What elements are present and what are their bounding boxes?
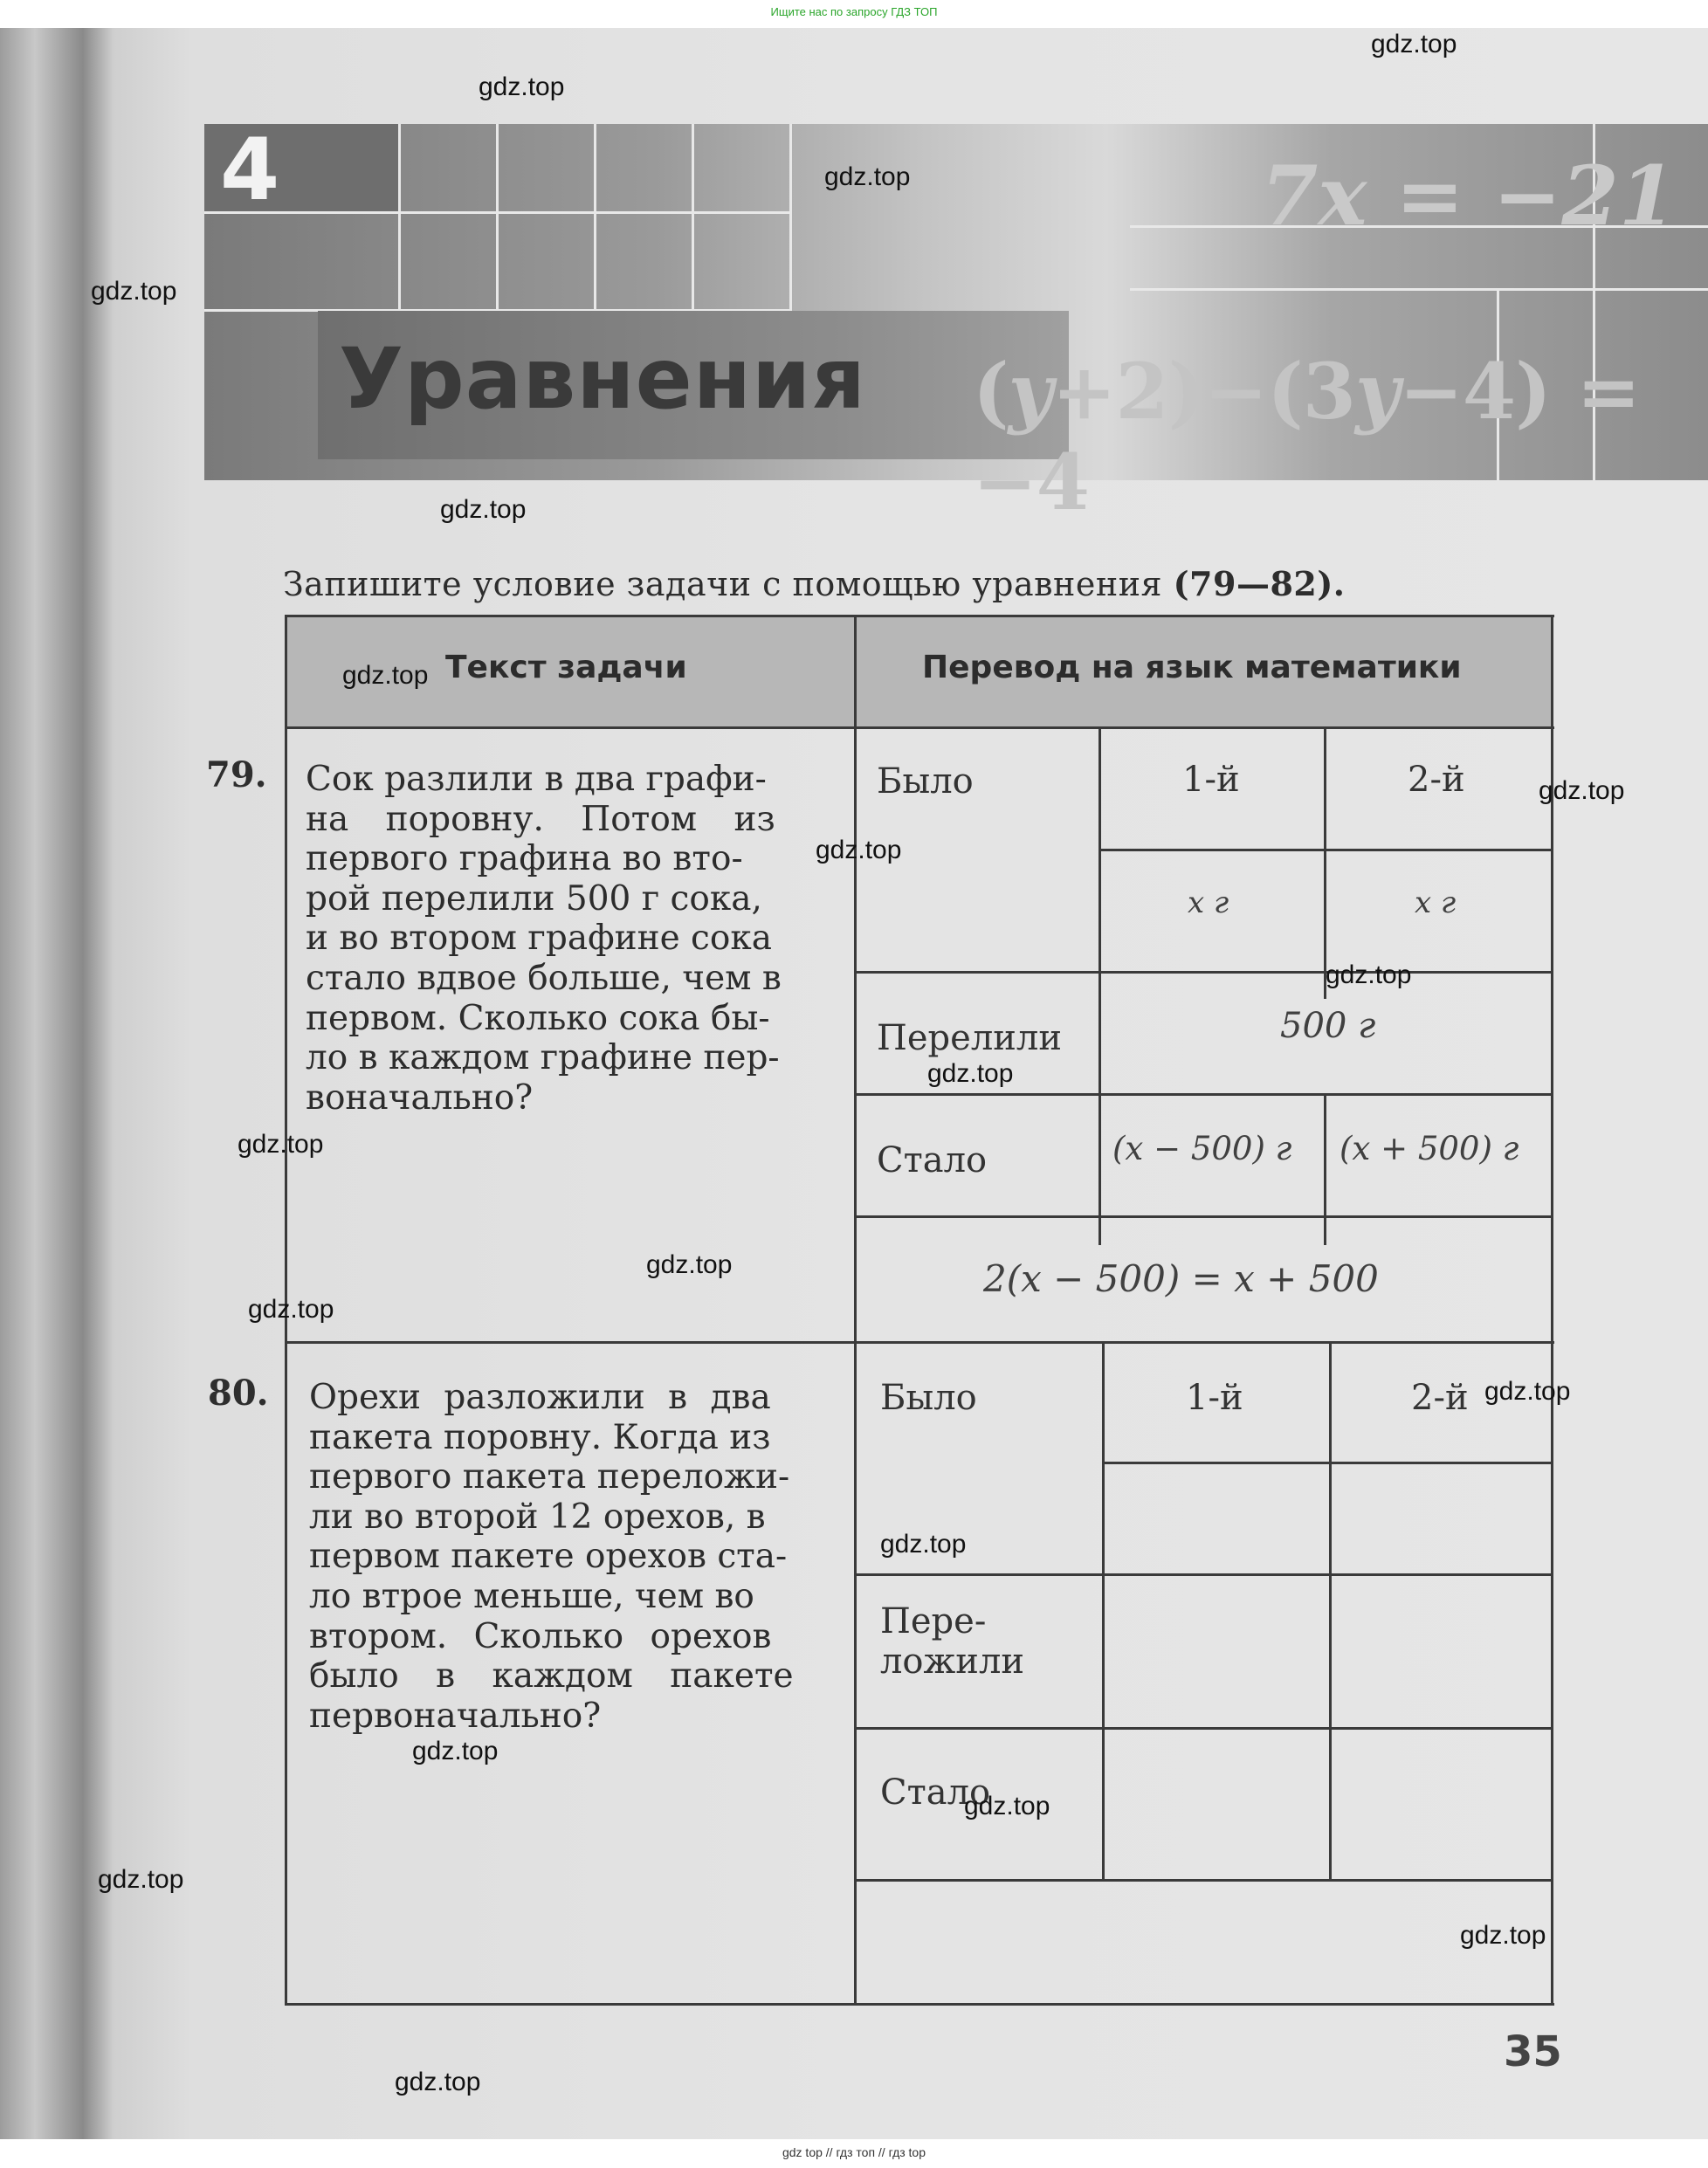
table-column-divider bbox=[854, 615, 857, 2005]
problem-text: Сок разлили в два графи- на поровну. Потом из первого графина во вто- рой перелили 500 г сока, и во втором графине сока стало вдвое больше, чем в первом. Сколько сока бы- ло в каждом графине пер- воначально? bbox=[306, 760, 782, 1118]
column-label-first: 1-й bbox=[1182, 760, 1240, 800]
watermark: gdz.top bbox=[412, 1737, 499, 1765]
watermark: gdz.top bbox=[98, 1865, 184, 1894]
row-label-became: Стало bbox=[880, 1772, 991, 1813]
grid-line bbox=[854, 1093, 1553, 1096]
grid-line bbox=[1324, 1093, 1326, 1245]
grid-line bbox=[1098, 849, 1553, 851]
problem-number: 80. bbox=[208, 1373, 269, 1414]
banner-formula-top: 7x = −21 bbox=[1261, 148, 1677, 244]
grid-line bbox=[854, 1879, 1553, 1882]
watermark: gdz.top bbox=[1371, 30, 1457, 59]
row-label-was: Было bbox=[880, 1378, 977, 1418]
watermark: gdz.top bbox=[479, 72, 565, 101]
row-label-moved-2: ложили bbox=[880, 1641, 1025, 1682]
table-header-divider bbox=[285, 726, 1554, 729]
instruction-text: Запишите условие задачи с помощью уравнения (79—82). bbox=[283, 564, 1346, 603]
value-was-first: x г bbox=[1188, 885, 1229, 920]
column-label-second: 2-й bbox=[1408, 760, 1465, 800]
banner-formula-bottom: (y+2)−(3y−4) = −4 bbox=[973, 346, 1641, 527]
value-became-first: (x − 500) г bbox=[1112, 1130, 1292, 1167]
watermark: gdz.top bbox=[646, 1250, 733, 1279]
table-border-top bbox=[285, 615, 1554, 617]
watermark: gdz.top bbox=[1460, 1921, 1546, 1950]
column-label-second: 2-й bbox=[1411, 1378, 1469, 1418]
page-number: 35 bbox=[1504, 2027, 1562, 2076]
row-label-moved-1: Пере- bbox=[880, 1601, 987, 1641]
watermark: gdz.top bbox=[1539, 776, 1625, 805]
row-label-was: Было bbox=[877, 761, 974, 802]
banner-grid-line bbox=[1130, 288, 1708, 291]
table-border-bottom bbox=[285, 2003, 1554, 2006]
column-label-first: 1-й bbox=[1186, 1378, 1243, 1418]
grid-line bbox=[1329, 1341, 1332, 1881]
banner-grid-line bbox=[204, 211, 789, 214]
problem-divider bbox=[285, 1341, 1554, 1344]
watermark: gdz.top bbox=[91, 277, 177, 306]
equation: 2(x − 500) = x + 500 bbox=[983, 1257, 1379, 1300]
chapter-title: Уравнения bbox=[339, 330, 866, 428]
banner-grid-line bbox=[398, 124, 401, 311]
value-was-second: x г bbox=[1415, 885, 1457, 920]
textbook-page bbox=[0, 28, 1708, 2139]
grid-line bbox=[854, 971, 1553, 974]
watermark: gdz.top bbox=[342, 661, 429, 690]
value-moved: 500 г bbox=[1280, 1006, 1376, 1046]
watermark: gdz.top bbox=[1326, 960, 1412, 989]
top-note: Ищите нас по запросу ГДЗ ТОП bbox=[770, 5, 938, 18]
bottom-note: gdz top // гдз топ // гдз top bbox=[782, 2145, 926, 2159]
problem-text: Орехи разложили в два пакета поровну. Когда из первого пакета переложи- ли во второй 12 орехов, в первом пакете орехов ста- ло втрое меньше, чем во втором. Сколько орехов было в каждом пакете первоначально? bbox=[309, 1378, 794, 1736]
grid-line bbox=[1324, 726, 1326, 999]
grid-line bbox=[1098, 726, 1101, 1245]
problem-number: 79. bbox=[206, 754, 267, 795]
header-task-text: Текст задачи bbox=[445, 650, 687, 685]
grid-line bbox=[854, 1215, 1553, 1218]
watermark: gdz.top bbox=[1484, 1377, 1571, 1406]
watermark: gdz.top bbox=[964, 1792, 1050, 1820]
banner-grid-line bbox=[692, 124, 694, 311]
table-border-right bbox=[1551, 615, 1553, 2005]
watermark: gdz.top bbox=[927, 1059, 1014, 1088]
watermark: gdz.top bbox=[440, 495, 527, 524]
value-became-second: (x + 500) г bbox=[1340, 1130, 1519, 1167]
banner-grid-line bbox=[594, 124, 596, 311]
chapter-number: 4 bbox=[220, 120, 280, 220]
grid-line bbox=[1102, 1462, 1553, 1464]
watermark: gdz.top bbox=[880, 1530, 967, 1559]
grid-line bbox=[1102, 1341, 1105, 1881]
watermark: gdz.top bbox=[395, 2068, 481, 2096]
header-math-translation: Перевод на язык математики bbox=[922, 650, 1462, 685]
banner-grid-line bbox=[789, 124, 792, 311]
watermark: gdz.top bbox=[816, 836, 902, 864]
banner-grid-line bbox=[496, 124, 499, 311]
watermark: gdz.top bbox=[248, 1295, 334, 1324]
watermark: gdz.top bbox=[824, 162, 911, 191]
row-label-moved: Перелили bbox=[877, 1018, 1062, 1058]
grid-line bbox=[854, 1573, 1553, 1576]
grid-line bbox=[854, 1727, 1553, 1730]
watermark: gdz.top bbox=[238, 1130, 324, 1159]
row-label-became: Стало bbox=[877, 1140, 988, 1180]
